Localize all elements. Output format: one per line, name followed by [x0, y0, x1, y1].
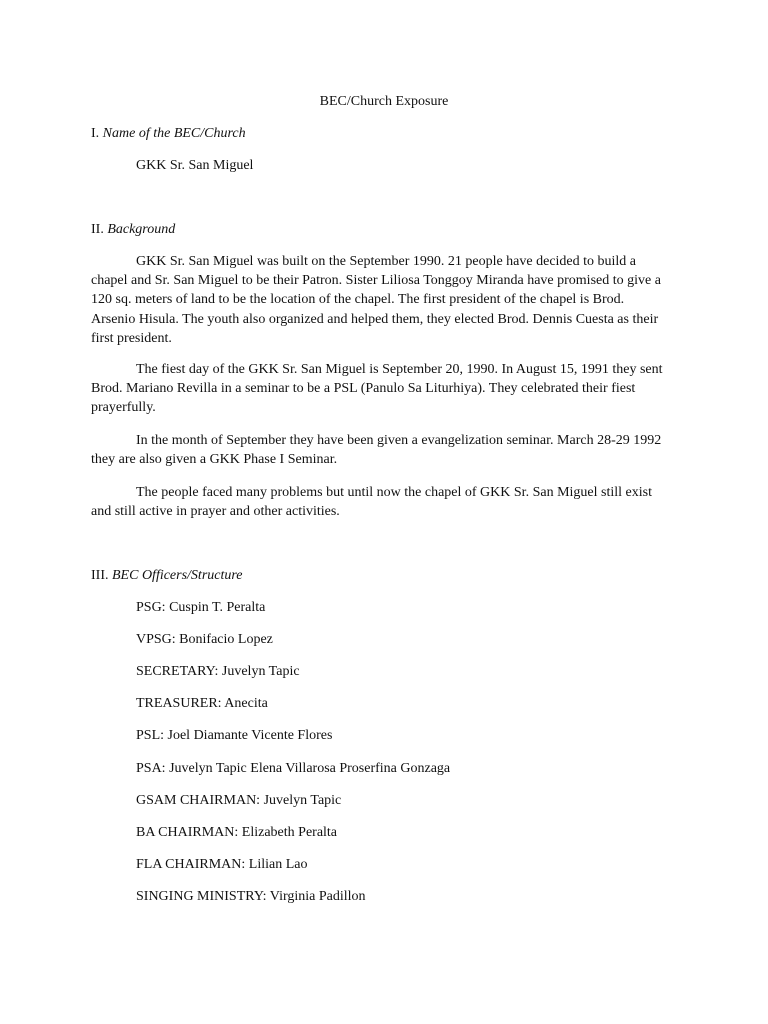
section-1-number: I. [91, 126, 100, 141]
officer-item: PSL: Joel Diamante Vicente Flores [136, 728, 333, 743]
section-1-heading [91, 124, 246, 144]
section-3-number: III. [91, 568, 109, 583]
officer-item: SECRETARY: Juvelyn Tapic [136, 664, 300, 679]
section-2-title: Background [107, 222, 176, 237]
section-2-heading [91, 220, 175, 240]
officer-item: FLA CHAIRMAN: Lilian Lao [136, 857, 308, 872]
officer-item: TREASURER: Anecita [136, 696, 268, 711]
section-2-number: II. [91, 222, 104, 237]
section-1-title: Name of the BEC/Church [102, 126, 246, 141]
officer-item: SINGING MINISTRY: Virginia Padillon [136, 889, 366, 904]
bec-name-value: GKK Sr. San Miguel [136, 158, 254, 173]
background-paragraph: GKK Sr. San Miguel was built on the September 1990. 21 people have decided to build a chapel and Sr. San Miguel to be their Patron. Sister Liliosa Tonggoy Miranda have promised to give a 120 sq. meters of land to be the location of the chapel. The first president of the chapel is Brod. Arsenio Hisula. The youth also organized and helped them, they elected Brod. Dennis Cuesta as their first president. [91, 254, 661, 346]
document-title: BEC/Church Exposure [319, 94, 449, 109]
officer-item: BA CHAIRMAN: Elizabeth Peralta [136, 825, 338, 840]
officer-item: PSG: Cuspin T. Peralta [136, 600, 266, 615]
background-paragraph: The fiest day of the GKK Sr. San Miguel is September 20, 1990. In August 15, 1991 they sent Brod. Mariano Revilla in a seminar to be a PSL (Panulo Sa Liturhiya). They celebrated their fiest prayerfully. [91, 362, 663, 416]
background-paragraph: The people faced many problems but until now the chapel of GKK Sr. San Miguel still exist and still active in prayer and other activities. [91, 485, 652, 520]
officer-item: VPSG: Bonifacio Lopez [136, 632, 273, 647]
background-paragraph: In the month of September they have been given a evangelization seminar. March 28-29 1992 they are also given a GKK Phase I Seminar. [91, 433, 662, 468]
officer-item: PSA: Juvelyn Tapic Elena Villarosa Proserfina Gonzaga [136, 761, 451, 776]
section-3-heading [91, 566, 243, 586]
officer-item: GSAM CHAIRMAN: Juvelyn Tapic [136, 793, 342, 808]
section-3-title: BEC Officers/Structure [112, 568, 243, 583]
